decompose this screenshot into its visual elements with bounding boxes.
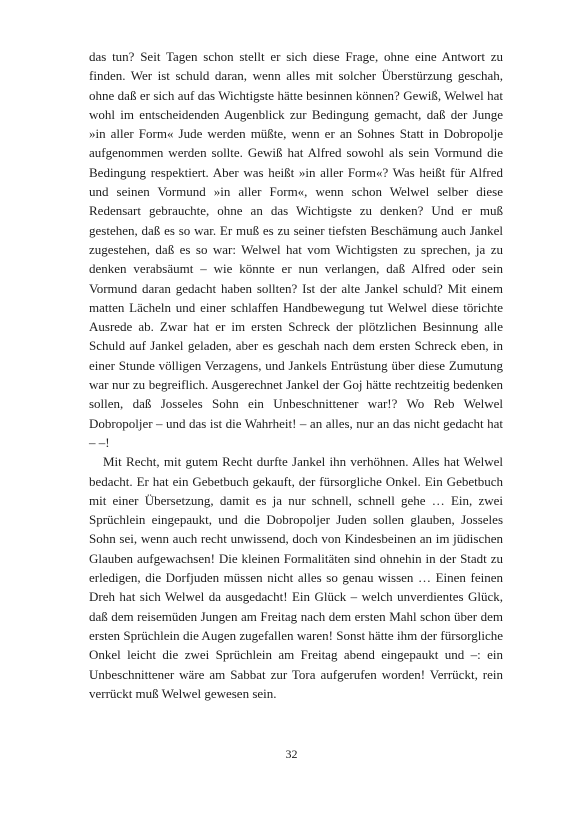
body-text [89, 47, 503, 703]
paragraph-2: Mit Recht, mit gutem Recht durfte Jankel ihn verhöhnen. Alles hat Welwel bedacht. Er hat ein Gebetbuch gekauft, der fürsorgliche Onkel. Ein Gebetbuch mit einer Übersetzung, damit es ja nur schnell, schnell gehe … Ein, zwei Sprüchlein eingepaukt, und die Dobropoljer Juden sollen glauben, Josseles Sohn sei, wenn auch recht unwissend, doch von Kindesbeinen an im jüdischen Glauben aufgewachsen! Die kleinen Formalitäten sind ohnehin in der Stadt zu erledigen, die Dorfjuden müssen nicht alles so genau wissen … Einen feinen Dreh hat sich Welwel da ausgedacht! Ein Glück – welch unverdientes Glück, daß dem reisemüden Jungen am Freitag nach dem ersten Mahl schon über dem ersten Sprüchlein die Augen zugefallen waren! Sonst hätte ihm der fürsorgliche Onkel leicht die zwei Sprüchlein am Freitag abend eingepaukt und –: ein Unbeschnittener wäre am Sabbat zur Tora aufgerufen worden! Verrückt, rein verrückt muß Welwel gewesen sein. [89, 454, 503, 701]
paragraph-1: das tun? Seit Tagen schon stellt er sich diese Frage, ohne eine Antwort zu finden. Wer ist schuld daran, wenn alles mit solcher Überstürzung geschah, ohne daß er sich auf das Wichtigste hätte besinnen können? Gewiß, Welwel hat wohl im entscheidenden Augenblick zur Bedingung gemacht, daß der Junge »in aller Form« Jude werden müßte, wenn er an Sohnes Statt in Dobropolje aufgenommen werden sollte. Gewiß hat Alfred sowohl als sein Vormund die Bedingung respektiert. Aber was heißt »in aller Form«? Was heißt für Alfred und seinen Vormund »in aller Form«, wenn schon Welwel selber diese Redensart gebrauchte, ohne an das Wichtigste zu denken? Und er muß gestehen, daß es so war. Er muß es zu seiner tiefsten Beschämung auch Jankel zugestehen, daß es so war: Welwel hat vom Wichtigsten zu sprechen, ja zu denken verabsäumt – wie könnte er nun verlangen, daß Alfred oder sein Vormund daran gedacht haben sollten? Ist der alte Jankel schuld? Mit einem matten Lächeln und einer schlaffen Handbewegung tut Welwel diese törichte Ausrede ab. Zwar hat er im ersten Schreck der plötzlichen Besinnung alle Schuld auf Jankel geladen, aber es geschah nach dem ersten Schreck eben, in einer Stunde völligen Verzagens, und Jankels Entrüstung über diese Zumutung war nur zu begreiflich. Ausgerechnet Jankel der Goj hätte rechtzeitig bedenken sollen, daß Josseles Sohn ein Unbeschnittener war!? Wo Reb Welwel Dobropoljer – und das ist die Wahrheit! – an alles, nur an das nicht gedacht hat – –! [89, 49, 503, 450]
page-number: 32 [285, 747, 298, 761]
